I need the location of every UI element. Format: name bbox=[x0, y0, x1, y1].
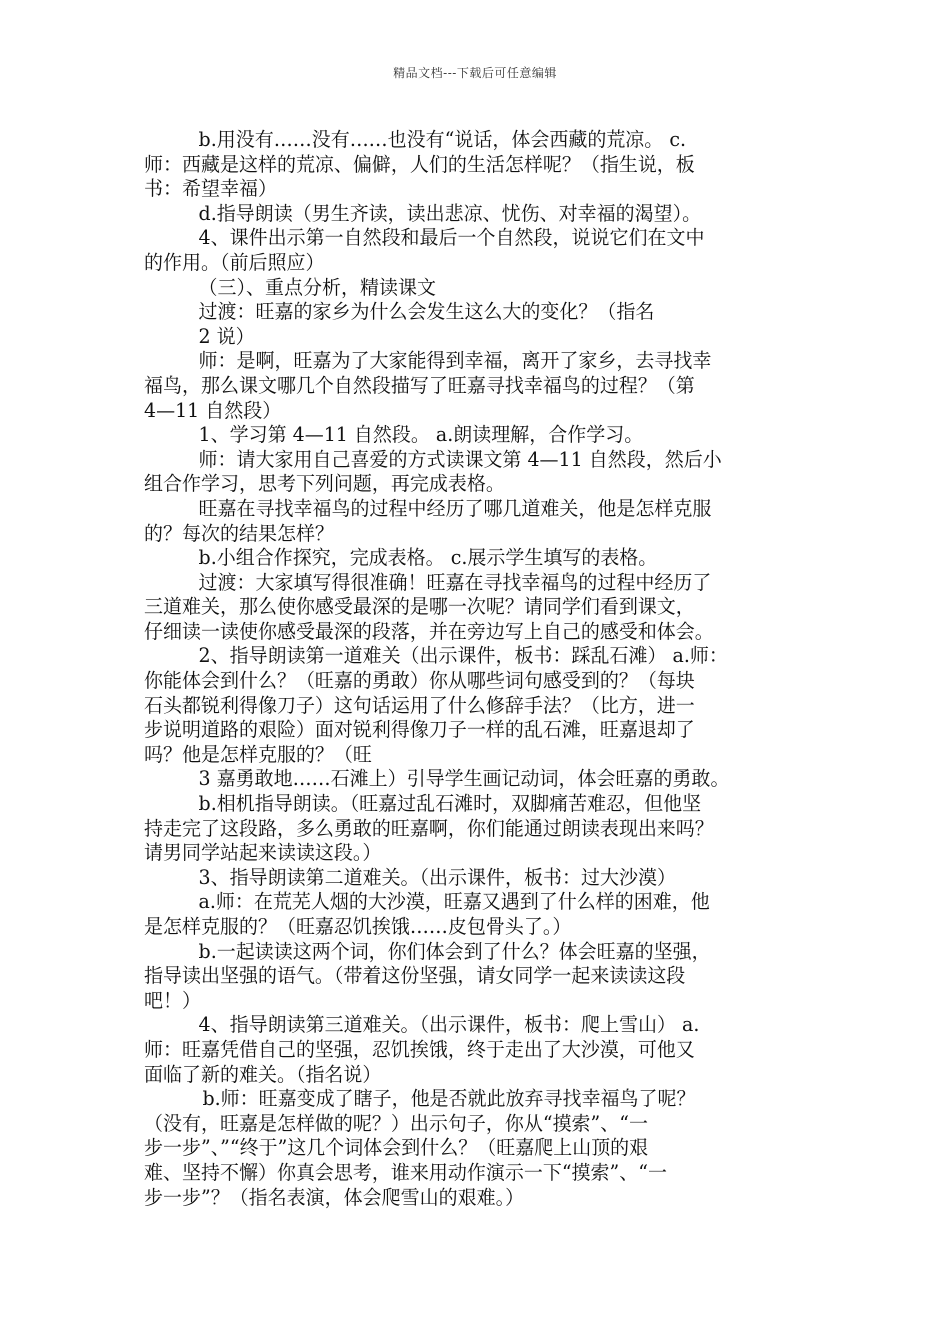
text-line: （三）、重点分析，精读课文 bbox=[198, 275, 436, 299]
text-line: 组合作学习，思考下列问题，再完成表格。 bbox=[144, 472, 505, 496]
text-line: 你能体会到什么？（旺嘉的勇敢）你从哪些词句感受到的？（每块 bbox=[144, 669, 695, 693]
text-line: 旺嘉在寻找幸福鸟的过程中经历了哪几道难关，他是怎样克服 bbox=[198, 496, 712, 520]
text-line: （没有，旺嘉是怎样做的呢？）出示句子，你从“摸索”、“一 bbox=[144, 1111, 648, 1135]
text-line: 4、指导朗读第三道难关。（出示课件，板书：爬上雪山） a. bbox=[198, 1013, 700, 1037]
text-line: 吗？他是怎样克服的？（旺 bbox=[144, 742, 372, 766]
text-line: b.师：旺嘉变成了瞎子，他是否就此放弃寻找幸福鸟了呢？ bbox=[202, 1087, 696, 1111]
text-line: 师：旺嘉凭借自己的坚强，忍饥挨饿，终于走出了大沙漠，可他又 bbox=[144, 1037, 695, 1061]
text-line: 4—11 自然段） bbox=[144, 398, 282, 422]
text-line: 石头都锐利得像刀子）这句话运用了什么修辞手法？（比方，进一 bbox=[144, 693, 695, 717]
text-line: b.用没有……没有……也没有“说话，体会西藏的荒凉。 c. bbox=[198, 128, 687, 151]
text-line: 2 说） bbox=[198, 324, 255, 348]
page-header: 精品文档---下载后可任意编辑 bbox=[393, 66, 557, 80]
text-line: 3 嘉勇敢地……石滩上）引导学生画记动词，体会旺嘉的勇敢。 bbox=[198, 767, 730, 791]
text-line: 过渡：大家填写得很准确！旺嘉在寻找幸福鸟的过程中经历了 bbox=[198, 570, 712, 594]
text-line: 是怎样克服的？（旺嘉忍饥挨饿……皮包骨头了。） bbox=[144, 915, 572, 938]
text-line: 的？每次的结果怎样？ bbox=[144, 521, 334, 545]
text-line: 福鸟，那么课文哪几个自然段描写了旺嘉寻找幸福鸟的过程？（第 bbox=[144, 373, 695, 397]
text-line: 步一步”？（指名表演，体会爬雪山的艰难。） bbox=[144, 1185, 525, 1209]
text-line: 1、学习第 4—11 自然段。 a.朗读理解，合作学习。 bbox=[198, 423, 644, 447]
text-line: 师：请大家用自己喜爱的方式读课文第 4—11 自然段，然后小 bbox=[198, 447, 722, 471]
text-line: 4、课件出示第一自然段和最后一个自然段，说说它们在文中 bbox=[198, 226, 705, 250]
text-line: 吧！） bbox=[144, 988, 201, 1012]
document-body bbox=[144, 128, 824, 1210]
text-line: 难、坚持不懈）你真会思考，谁来用动作演示一下“摸索”、“一 bbox=[144, 1160, 667, 1184]
text-line: b.相机指导朗读。（旺嘉过乱石滩时，双脚痛苦难忍，但他坚 bbox=[198, 792, 702, 816]
text-line: 3、指导朗读第二道难关。（出示课件，板书：过大沙漠） bbox=[198, 865, 676, 889]
text-line: 的作用。（前后照应） bbox=[144, 250, 325, 274]
text-line: 步一步”、”“终于”这几个词体会到什么？（旺嘉爬上山顶的艰 bbox=[144, 1136, 649, 1160]
text-line: 请男同学站起来读读这段。） bbox=[144, 841, 382, 865]
text-line: 指导读出坚强的语气。（带着这份坚强，请女同学一起来读读这段 bbox=[144, 964, 686, 988]
text-line: 过渡：旺嘉的家乡为什么会发生这么大的变化？（指名 bbox=[198, 300, 655, 324]
text-line: 2、指导朗读第一道难关（出示课件，板书：踩乱石滩） a.师： bbox=[198, 644, 728, 668]
text-line: 师：是啊，旺嘉为了大家能得到幸福，离开了家乡，去寻找幸 bbox=[198, 349, 712, 373]
text-line: b.小组合作探究，完成表格。 c.展示学生填写的表格。 bbox=[198, 546, 658, 570]
text-line: 仔细读一读使你感受最深的段落，并在旁边写上自己的感受和体会。 bbox=[144, 619, 714, 643]
text-line: 书：希望幸福） bbox=[144, 177, 277, 201]
text-line: 步说明道路的艰险）面对锐利得像刀子一样的乱石滩，旺嘉退却了 bbox=[144, 718, 695, 742]
text-line: a.师：在荒芜人烟的大沙漠，旺嘉又遇到了什么样的困难，他 bbox=[198, 890, 710, 914]
text-line: 面临了新的难关。（指名说） bbox=[144, 1062, 382, 1086]
text-line: 师：西藏是这样的荒凉、偏僻，人们的生活怎样呢？（指生说，板 bbox=[144, 152, 695, 176]
text-line: b.一起读读这两个词，你们体会到了什么？体会旺嘉的坚强， bbox=[198, 939, 711, 963]
text-line: d.指导朗读（男生齐读，读出悲凉、忧伤、对幸福的渴望）。 bbox=[198, 201, 702, 225]
text-line: 持走完了这段路，多么勇敢的旺嘉啊，你们能通过朗读表现出来吗？ bbox=[144, 816, 714, 840]
text-line: 三道难关，那么使你感受最深的是哪一次呢？请同学们看到课文， bbox=[144, 595, 695, 619]
